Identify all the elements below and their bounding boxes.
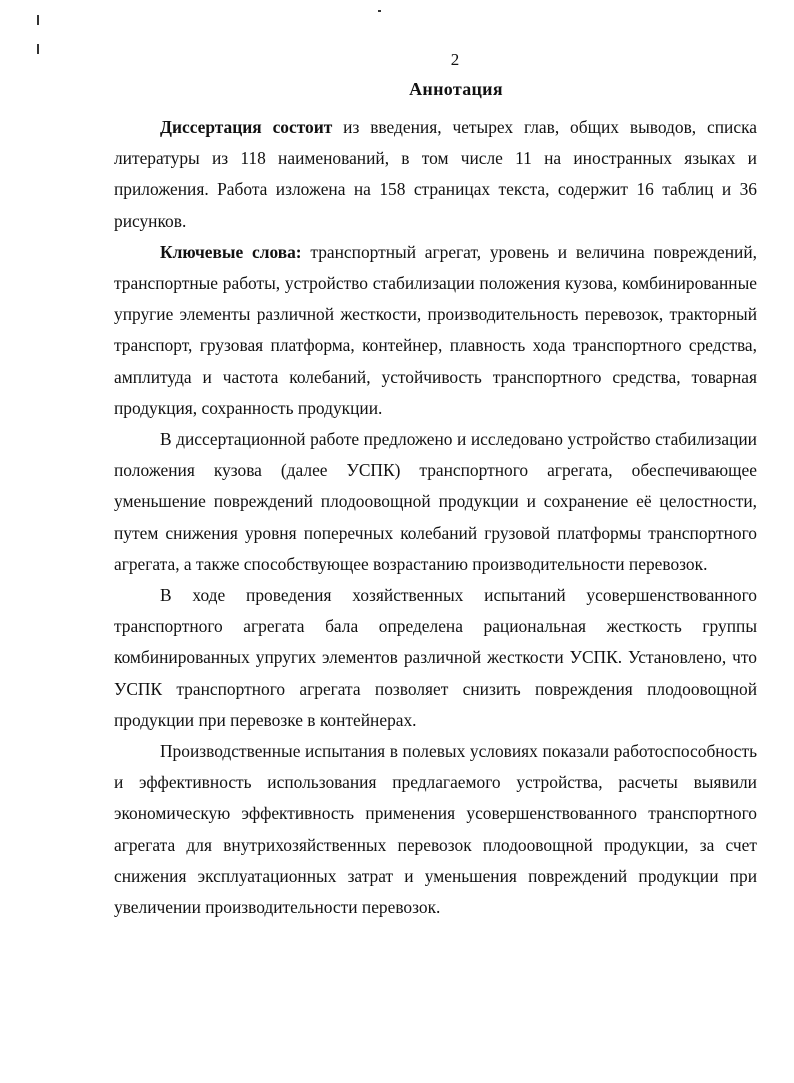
paragraph-tests — [114, 580, 757, 736]
paragraph-results — [114, 736, 757, 923]
paragraph-lead: Ключевые слова: — [160, 241, 302, 262]
paragraph-text: В ходе проведения хозяйственных испытаний усовершенствованного транспортного агрегата бала определена рациональная жесткость группы комбинированных упругих элементов различной жесткости УСПК. Установлено, что УСПК транспортного агрегата позволяет снизить повреждения плодоовощной продукции при перевозке в контейнерах. — [114, 585, 757, 730]
page-title: Аннотация — [409, 79, 503, 99]
scan-mark — [37, 44, 39, 54]
paragraph-lead: Диссертация состоит — [160, 117, 333, 137]
paragraph-structure — [114, 112, 757, 237]
paragraph-text: Производственные испытания в полевых условиях показали работоспособность и эффективность использования предлагаемого устройства, расчеты выявили экономическую эффективность применения усовершенствованного транспортного агрегата для внутрихозяйственных перевозок плодоовощной продукции, за счет снижения эксплуатационных затрат и уменьшения повреждений продукции при увеличении производительности перевозок. — [114, 741, 757, 918]
annotation-body — [114, 112, 757, 923]
paragraph-text: транспортный агрегат, уровень и величина повреждений, транспортные работы, устройство стабилизации положения кузова, комбинированные упругие элементы различной жесткости, производительность перевозок, тракторный транспорт, грузовая платформа, контейнер, плавность хода транспортного средства, амплитуда и частота колебаний, устойчивость транспортного средства, товарная продукция, сохранность продукции. — [114, 241, 758, 418]
page-number: 2 — [450, 50, 460, 69]
paragraph-text: В диссертационной работе предложено и исследовано устройство стабилизации положения кузова (далее УСПК) транспортного агрегата, обеспечивающее уменьшение повреждений плодоовощной продукции и сохранение её целостности, путем снижения уровня поперечных колебаний грузовой платформы транспортного агрегата, а также способствующее возрастанию производительности перевозок. — [114, 429, 757, 574]
paragraph-text: из введения, четырех глав, общих выводов, списка литературы из 118 наименований, в том числе 11 на иностранных языках и приложения. Работа изложена на 158 страницах текста, содержит 16 таблиц и 36 рисунков. — [114, 117, 757, 231]
scan-mark — [37, 15, 39, 25]
scan-mark — [378, 10, 381, 12]
paragraph-proposal — [114, 424, 757, 580]
paragraph-keywords — [114, 237, 757, 424]
